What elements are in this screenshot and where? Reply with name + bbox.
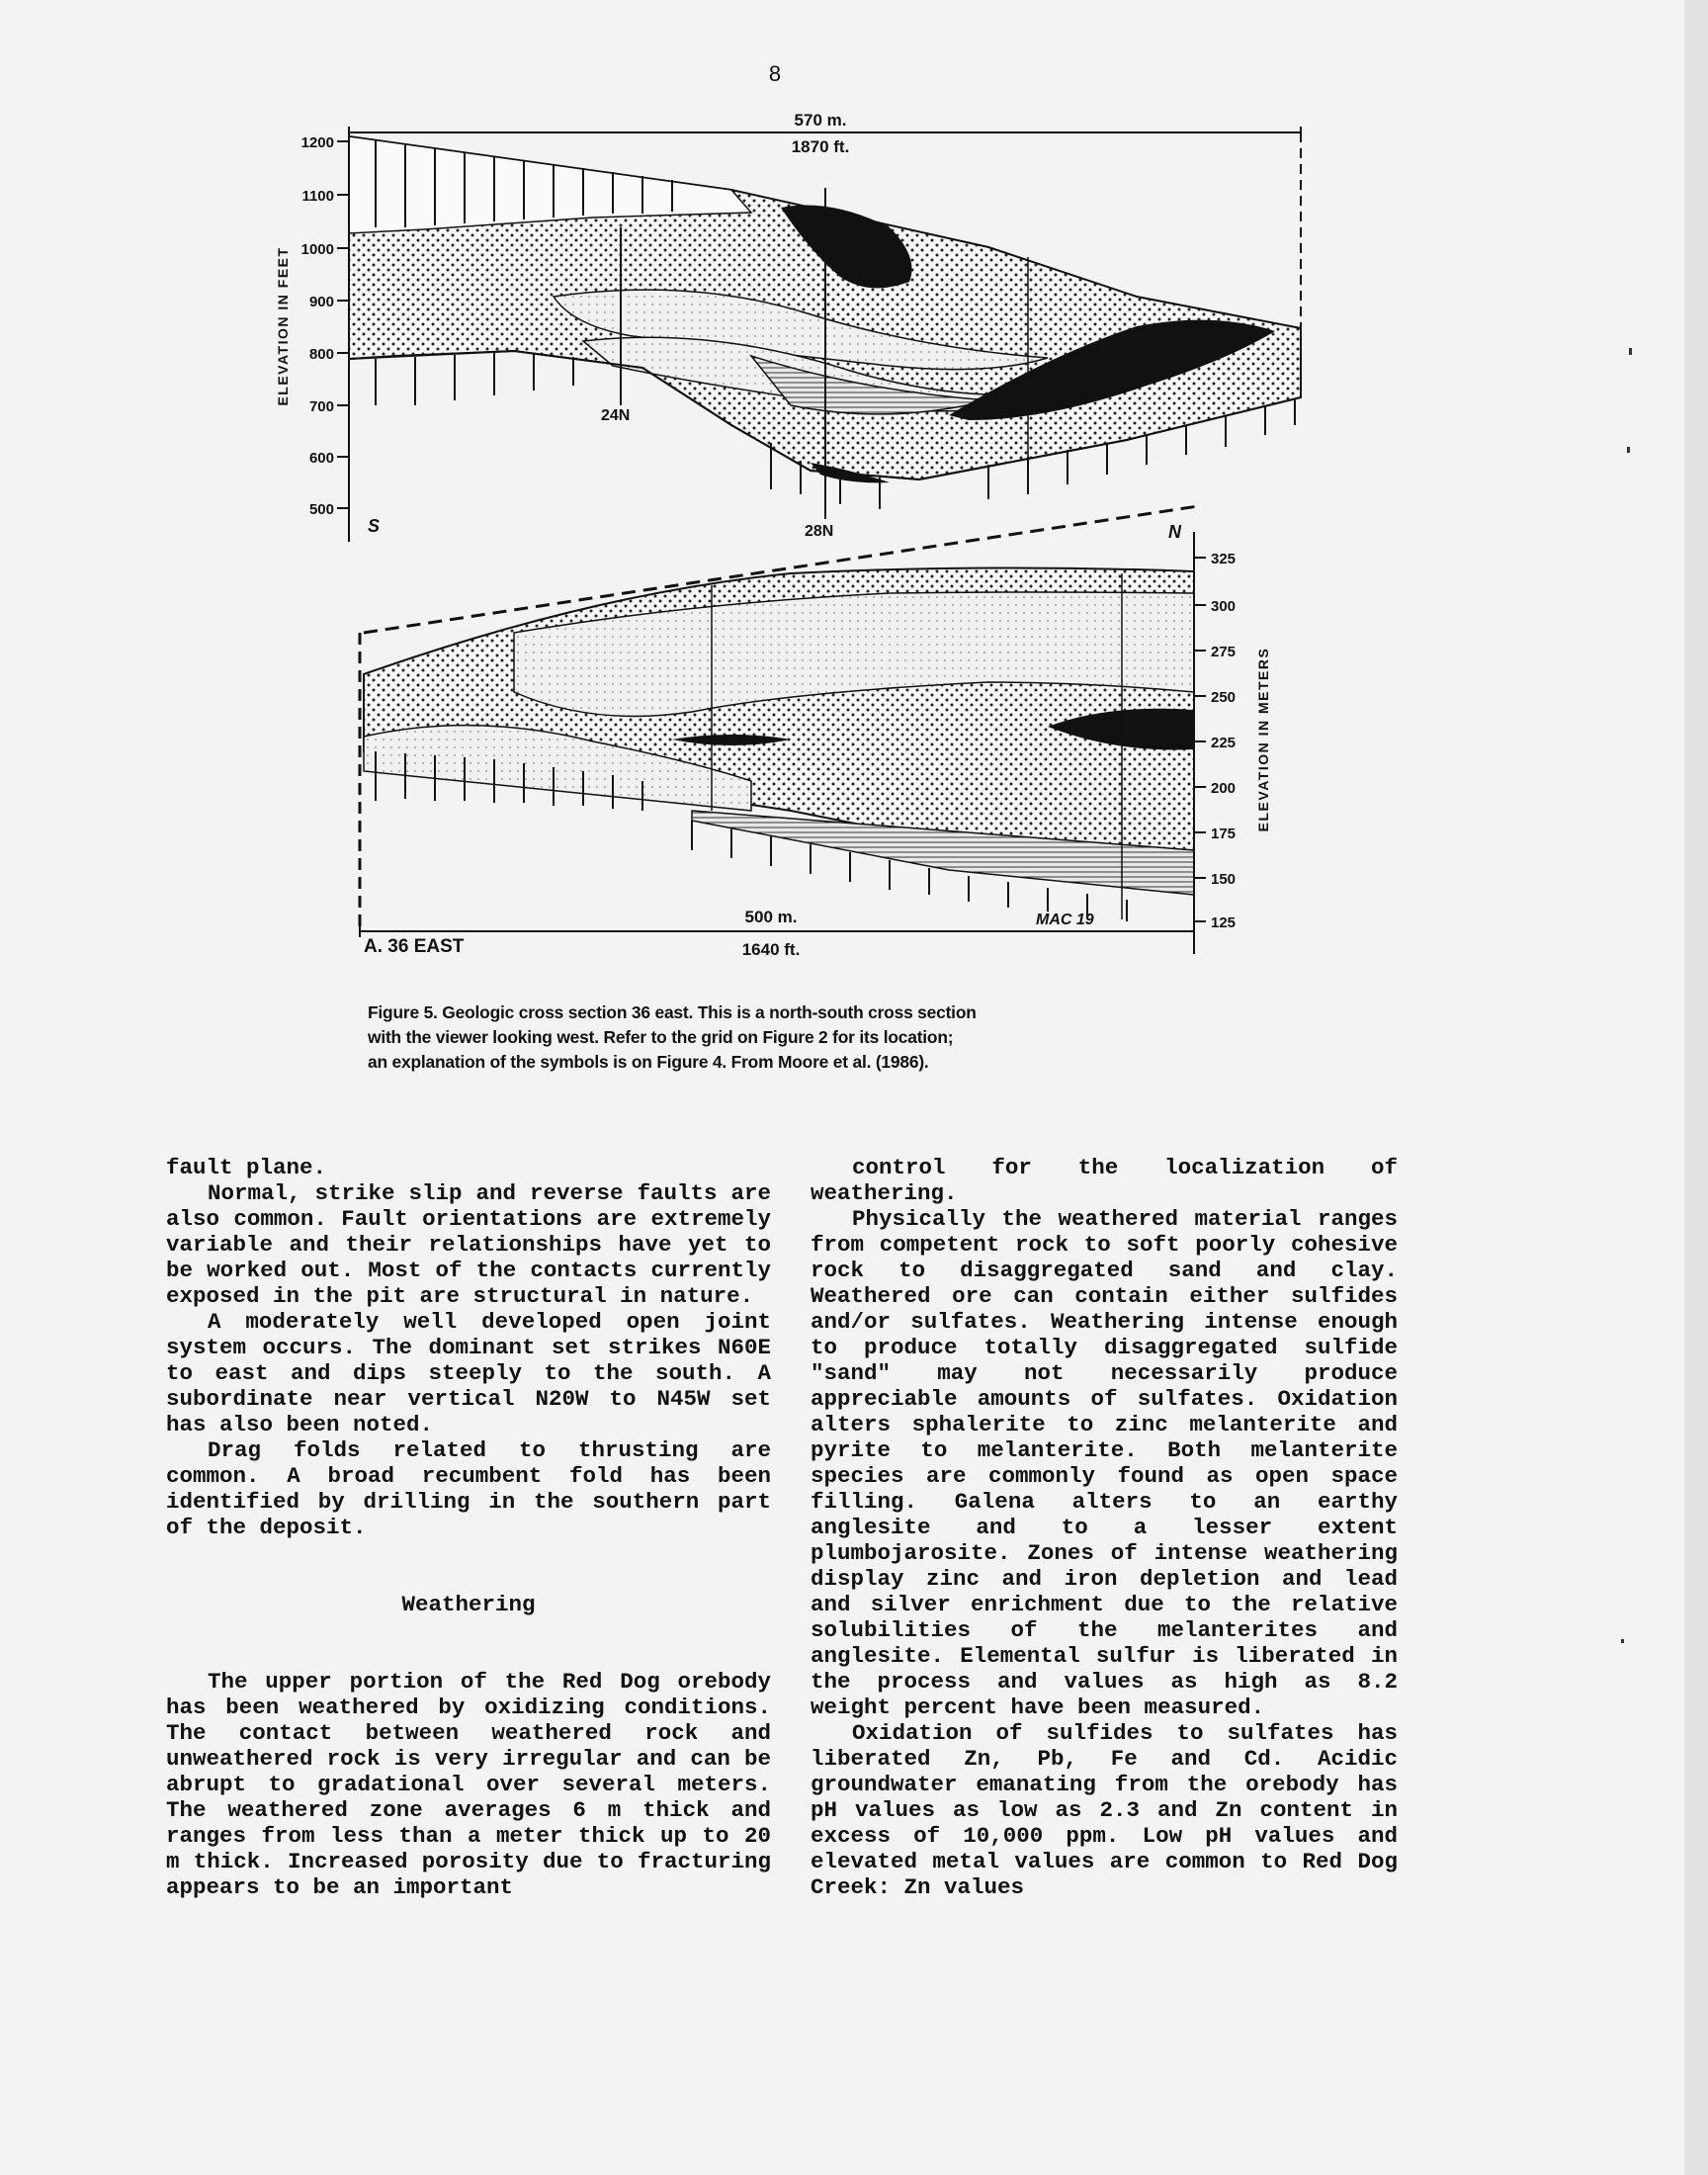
left-axis-label: ELEVATION IN FEET <box>275 246 291 406</box>
paragraph: fault plane. <box>166 1155 327 1180</box>
right-tick: 125 <box>1211 914 1237 931</box>
geologic-cross-section-figure <box>0 0 1708 989</box>
right-axis-label: ELEVATION IN METERS <box>1255 647 1271 832</box>
right-tick: 300 <box>1211 598 1237 615</box>
paragraph: Oxidation of sulfides to sulfates has liberated Zn, Pb, Fe and Cd. Acidic groundwater emanating from the orebody has pH values as low as 2.3 and Zn content in excess of 10,000 ppm. Low pH values and elevated metal values are common to Red Dog Creek: Zn values <box>811 1720 1398 1900</box>
page-number: 8 <box>768 61 782 86</box>
bottom-scale-meters: 500 m. <box>744 908 798 926</box>
hole-label-28n: 28N <box>805 523 834 540</box>
caption-line: with the viewer looking west. Refer to the grid on Figure 2 for its location; <box>368 1027 954 1047</box>
section-heading: Weathering <box>401 1592 536 1617</box>
top-scale-feet: 1870 ft. <box>791 137 850 156</box>
paragraph: Physically the weathered material ranges from competent rock to soft poorly cohesive rock to disaggregated sand and clay. Weathered ore can contain either sulfides and/or sulfates. Weathering intense enough to produce totally disaggregated sulfide "sand" may not necessarily produce appreciable amounts of sulfates. Oxidation alters sphalerite to zinc melanterite and pyrite to melanterite. Both melanterite species are commonly found as open space filling. Galena alters to an earthy anglesite and to a lesser extent plumbojarosite. Zones of intense weathering display zinc and iron depletion and lead and silver enrichment due to the relative solubilities of the melanterites and anglesite. Elemental sulfur is liberated in the process and values as high as 8.2 weight percent have been measured. <box>811 1206 1398 1720</box>
left-tick: 800 <box>308 346 334 363</box>
left-tick: 900 <box>308 294 334 310</box>
left-tick: 1200 <box>300 134 334 151</box>
right-axis-ticks <box>1211 551 1236 931</box>
right-tick: 200 <box>1211 780 1237 797</box>
hole-label-mac19: MAC 19 <box>1036 912 1094 928</box>
right-text-column <box>811 1155 1398 1900</box>
paragraph: The upper portion of the Red Dog orebody has been weathered by oxidizing conditions. The contact between weathered rock and unweathered rock is very irregular and can be abrupt to gradational over several meters. The weathered zone averages 6 m thick and ranges from less than a meter thick up to 20 m thick. Increased porosity due to fracturing appears to be an important <box>166 1669 771 1900</box>
left-axis-ticks <box>301 134 334 518</box>
right-tick: 250 <box>1211 689 1237 706</box>
hole-label-24n: 24N <box>601 407 631 424</box>
paragraph: A moderately well developed open joint system occurs. The dominant set strikes N60E to east and dips steeply to the south. A subordinate near vertical N20W to N45W set has also been noted. <box>166 1309 771 1437</box>
left-tick: 700 <box>308 398 334 415</box>
right-tick: 275 <box>1211 644 1237 660</box>
right-tick: 175 <box>1211 826 1237 842</box>
bottom-scale-feet: 1640 ft. <box>741 940 801 959</box>
paragraph: Normal, strike slip and reverse faults are also common. Fault orientations are extremely variable and their relationships have yet to be worked out. Most of the contacts currently exposed in the pit are structural in nature. <box>166 1180 771 1309</box>
paragraph: Drag folds related to thrusting are common. A broad recumbent fold has been identified by drilling in the southern part of the deposit. <box>166 1437 771 1540</box>
paragraph: control for the localization of weathering. <box>811 1155 1398 1206</box>
south-label: S <box>368 516 381 536</box>
scan-speck <box>1627 447 1630 453</box>
right-tick: 325 <box>1211 551 1237 567</box>
figure-caption <box>368 1000 1198 1075</box>
right-tick: 150 <box>1211 871 1237 888</box>
left-tick: 600 <box>308 450 334 467</box>
right-tick: 225 <box>1211 735 1237 751</box>
left-tick: 1100 <box>301 188 334 205</box>
caption-line: Figure 5. Geologic cross section 36 east. This is a north-south cross section <box>368 1002 977 1022</box>
north-label: N <box>1168 522 1181 542</box>
scan-speck <box>1621 1639 1624 1643</box>
top-scale-meters: 570 m. <box>794 111 847 130</box>
left-text-column <box>166 1155 771 1900</box>
upper-section <box>349 136 1301 519</box>
caption-line: an explanation of the symbols is on Figure 4. From Moore et al. (1986). <box>368 1052 929 1072</box>
section-label: A. 36 EAST <box>364 936 465 957</box>
left-tick: 1000 <box>300 241 334 258</box>
left-tick: 500 <box>308 501 334 518</box>
lower-section <box>364 567 1194 921</box>
scan-speck <box>1629 348 1632 355</box>
